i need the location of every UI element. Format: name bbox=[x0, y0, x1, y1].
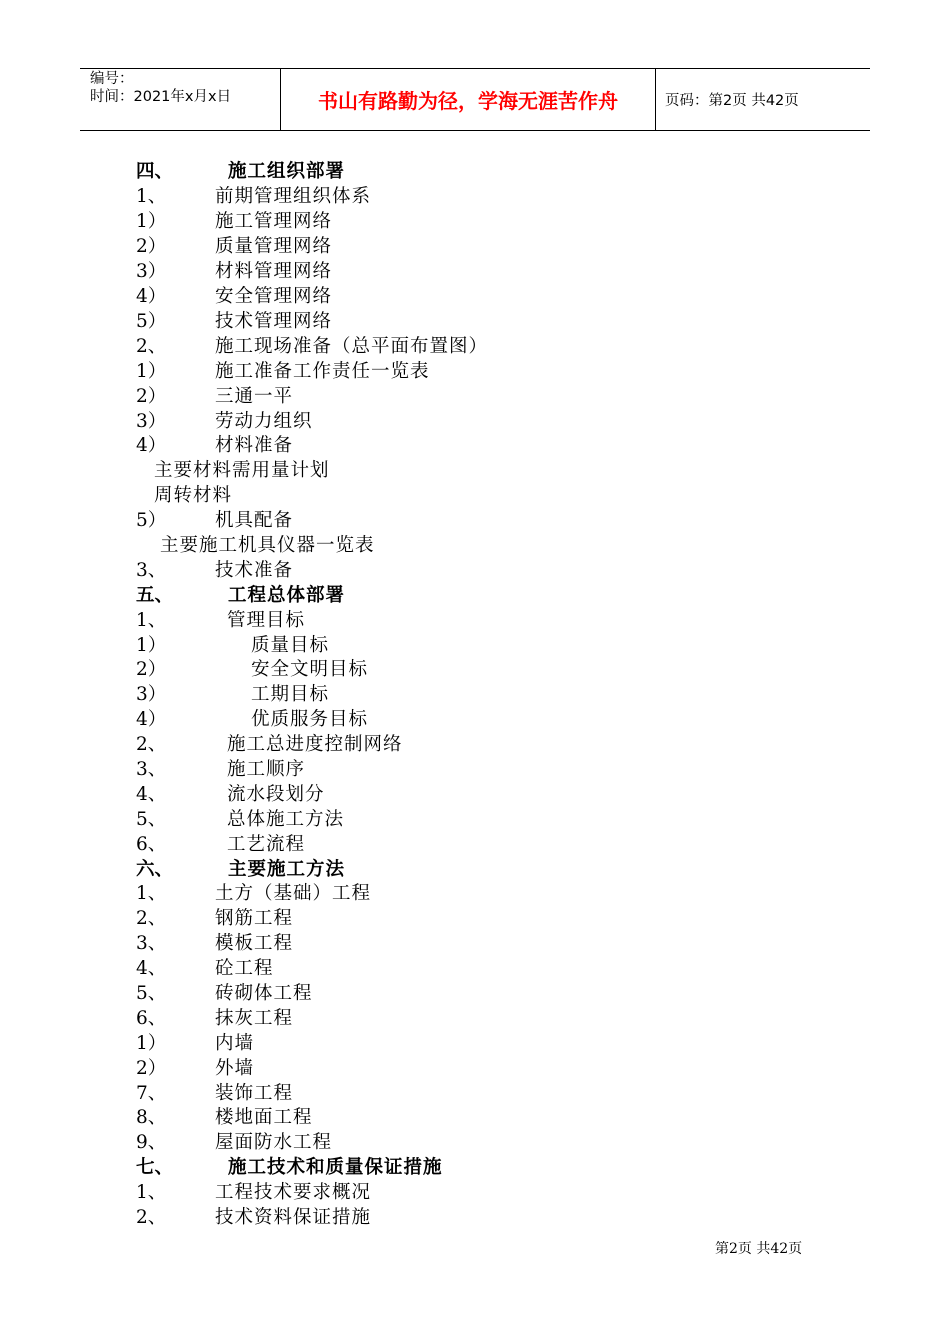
toc-title: 施工总进度控制网络 bbox=[227, 734, 403, 755]
toc-title: 技术资料保证措施 bbox=[215, 1207, 372, 1228]
toc-number: 5） bbox=[136, 510, 167, 531]
toc-title: 安全管理网络 bbox=[215, 286, 333, 307]
toc-number: 4） bbox=[136, 286, 167, 307]
toc-number: 8、 bbox=[136, 1107, 167, 1128]
toc-number: 五、 bbox=[136, 585, 174, 606]
toc-number: 2、 bbox=[136, 336, 167, 357]
toc-number: 4） bbox=[136, 709, 167, 730]
toc-title: 内墙 bbox=[215, 1033, 255, 1054]
toc-title: 装饰工程 bbox=[215, 1083, 294, 1104]
toc-title: 劳动力组织 bbox=[215, 411, 313, 432]
motto-text: 书山有路勤为径，学海无涯苦作舟 bbox=[318, 89, 618, 113]
toc-number: 2、 bbox=[136, 908, 167, 929]
toc-number: 4、 bbox=[136, 958, 167, 979]
toc-title: 安全文明目标 bbox=[251, 659, 369, 680]
toc-number: 1） bbox=[136, 1033, 167, 1054]
toc-title: 技术管理网络 bbox=[215, 311, 333, 332]
toc-title: 施工顺序 bbox=[227, 759, 306, 780]
toc-title: 抹灰工程 bbox=[215, 1008, 294, 1029]
toc-number: 5） bbox=[136, 311, 167, 332]
toc-number: 1） bbox=[136, 211, 167, 232]
toc-number: 1） bbox=[136, 361, 167, 382]
toc-title: 砖砌体工程 bbox=[215, 983, 313, 1004]
toc-number: 5、 bbox=[136, 809, 167, 830]
toc-number: 2、 bbox=[136, 1207, 167, 1228]
header-motto-cell bbox=[280, 69, 656, 130]
toc-title: 钢筋工程 bbox=[215, 908, 294, 929]
toc-title: 工期目标 bbox=[251, 684, 330, 705]
toc-title: 材料准备 bbox=[215, 435, 294, 456]
toc-title: 施工技术和质量保证措施 bbox=[228, 1157, 443, 1178]
toc-title: 机具配备 bbox=[215, 510, 294, 531]
toc-number: 6、 bbox=[136, 834, 167, 855]
toc-number: 3、 bbox=[136, 560, 167, 581]
toc-number: 2） bbox=[136, 659, 167, 680]
toc-number: 5、 bbox=[136, 983, 167, 1004]
toc-number: 1、 bbox=[136, 186, 167, 207]
toc-title: 主要施工方法 bbox=[228, 859, 346, 880]
toc-title: 施工准备工作责任一览表 bbox=[215, 361, 430, 382]
toc-number: 6、 bbox=[136, 1008, 167, 1029]
toc-number: 4） bbox=[136, 435, 167, 456]
toc-title: 技术准备 bbox=[215, 560, 294, 581]
toc-title: 施工组织部署 bbox=[228, 161, 346, 182]
toc-number: 1） bbox=[136, 635, 167, 656]
header-page-cell bbox=[655, 69, 870, 130]
page-number-label: 页码：第2页 共42页 bbox=[665, 93, 799, 109]
toc-number: 1、 bbox=[136, 610, 167, 631]
toc-title: 外墙 bbox=[215, 1058, 255, 1079]
toc-number: 2） bbox=[136, 386, 167, 407]
toc-title: 周转材料 bbox=[154, 485, 233, 506]
toc-number: 2、 bbox=[136, 734, 167, 755]
toc-number: 3） bbox=[136, 684, 167, 705]
toc-title: 质量目标 bbox=[251, 635, 330, 656]
toc-title: 屋面防水工程 bbox=[215, 1132, 333, 1153]
toc-title: 三通一平 bbox=[215, 386, 294, 407]
toc-number: 四、 bbox=[136, 161, 174, 182]
toc-title: 土方（基础）工程 bbox=[215, 883, 372, 904]
toc-title: 主要施工机具仪器一览表 bbox=[160, 535, 375, 556]
toc-number: 3） bbox=[136, 411, 167, 432]
toc-number: 六、 bbox=[136, 859, 174, 880]
toc-title: 施工现场准备（总平面布置图） bbox=[215, 336, 489, 357]
toc-title: 优质服务目标 bbox=[251, 709, 369, 730]
date-label: 时间：2021年x月x日 bbox=[90, 89, 232, 105]
toc-title: 主要材料需用量计划 bbox=[154, 460, 330, 481]
toc-number: 3） bbox=[136, 261, 167, 282]
toc-title: 总体施工方法 bbox=[227, 809, 345, 830]
page-footer: 第2页 共42页 bbox=[715, 1241, 803, 1257]
toc-title: 流水段划分 bbox=[227, 784, 325, 805]
toc-title: 施工管理网络 bbox=[215, 211, 333, 232]
toc-title: 工艺流程 bbox=[227, 834, 306, 855]
toc-title: 管理目标 bbox=[227, 610, 306, 631]
toc-title: 工程总体部署 bbox=[228, 585, 346, 606]
toc-number: 2） bbox=[136, 1058, 167, 1079]
toc-number: 4、 bbox=[136, 784, 167, 805]
toc-title: 前期管理组织体系 bbox=[215, 186, 372, 207]
toc-number: 1、 bbox=[136, 883, 167, 904]
toc-number: 七、 bbox=[136, 1157, 174, 1178]
header-meta-cell bbox=[80, 69, 280, 130]
toc-number: 3、 bbox=[136, 933, 167, 954]
toc-title: 楼地面工程 bbox=[215, 1107, 313, 1128]
toc-number: 2） bbox=[136, 236, 167, 257]
toc-number: 9、 bbox=[136, 1132, 167, 1153]
toc-number: 1、 bbox=[136, 1182, 167, 1203]
toc-number: 7、 bbox=[136, 1083, 167, 1104]
toc-title: 砼工程 bbox=[215, 958, 274, 979]
toc-title: 质量管理网络 bbox=[215, 236, 333, 257]
document-header bbox=[80, 68, 870, 131]
serial-number-label: 编号： bbox=[90, 71, 134, 87]
toc-title: 工程技术要求概况 bbox=[215, 1182, 372, 1203]
toc-title: 材料管理网络 bbox=[215, 261, 333, 282]
toc-title: 模板工程 bbox=[215, 933, 294, 954]
toc-number: 3、 bbox=[136, 759, 167, 780]
